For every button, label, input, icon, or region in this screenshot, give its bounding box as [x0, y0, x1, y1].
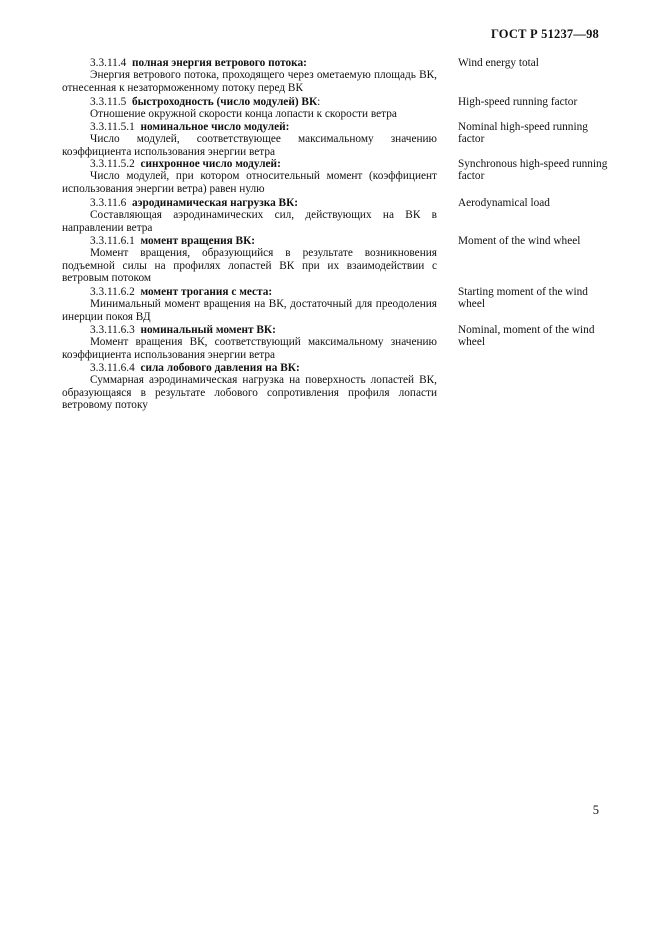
definition-text: Число модулей, соответствующее максимальному значению коэффициента использования энергии ветра [62, 133, 437, 158]
entry-3-3-11-5 [62, 96, 437, 121]
entry-3-3-11-6-3 [62, 324, 437, 361]
term-text: момент вращения ВК: [140, 235, 256, 247]
definition-text: Момент вращения, образующийся в результате возникновения подъемной силы на профилях лопастей ВК при их взаимодействии с ветровым потоком [62, 247, 437, 285]
term-text: сила лобового давления на ВК: [140, 362, 300, 374]
term-line [62, 158, 437, 170]
clause-number: 3.3.11.6.4 [90, 362, 135, 374]
clause-number: 3.3.11.5.2 [90, 158, 135, 170]
term-line [62, 121, 437, 133]
term-text: полная энергия ветрового потока: [131, 57, 307, 69]
definition-text: Отношение окружной скорости конца лопасти к скорости ветра [90, 108, 397, 121]
page-number: 5 [592, 803, 599, 817]
term-text: момент трогания с места: [140, 286, 273, 298]
term-line [62, 235, 437, 247]
term-text: быстроходность (число модулей) ВК [131, 96, 318, 108]
term-text: номинальный момент ВК: [140, 324, 276, 336]
english-term: Starting moment of the wind wheel [458, 286, 588, 311]
english-term: Wind energy total [458, 57, 539, 69]
entry-3-3-11-4 [62, 57, 437, 94]
term-line [62, 197, 437, 209]
english-term: Synchronous high-speed running factor [458, 158, 608, 183]
clause-number: 3.3.11.6.1 [90, 235, 135, 247]
english-term: High-speed running factor [458, 96, 578, 108]
term-suffix: : [317, 96, 321, 108]
clause-number: 3.3.11.5.1 [90, 121, 135, 133]
term-text: номинальное число модулей: [140, 121, 290, 133]
document-code: ГОСТ Р 51237—98 [490, 27, 599, 41]
term-line [62, 362, 437, 374]
entry-3-3-11-6-2 [62, 286, 437, 323]
definition-text: Энергия ветрового потока, проходящего через ометаемую площадь ВК, отнесенная к незаторможенному потоку перед ВК [62, 69, 437, 94]
english-term: Aerodynamical load [458, 197, 550, 209]
english-term: Nominal high-speed running factor [458, 121, 588, 146]
clause-number: 3.3.11.4 [90, 57, 127, 69]
clause-number: 3.3.11.6 [90, 197, 127, 209]
entry-3-3-11-6-4 [62, 362, 437, 412]
definition-text: Составляющая аэродинамических сил, действующих на ВК в направлении ветра [62, 209, 437, 234]
clause-number: 3.3.11.6.3 [90, 324, 135, 336]
english-term: Nominal, moment of the wind wheel [458, 324, 595, 349]
clause-number: 3.3.11.5 [90, 96, 127, 108]
definition-text: Число модулей, при котором относительный момент (коэффициент использования энергии ветра) равен нулю [62, 170, 437, 195]
definition-text: Момент вращения ВК, соответствующий максимальному значению коэффициента использования энергии ветра [62, 336, 437, 361]
term-line [62, 96, 437, 108]
english-term: Moment of the wind wheel [458, 235, 581, 247]
entry-3-3-11-5-2 [62, 158, 437, 195]
entry-3-3-11-5-1 [62, 121, 437, 158]
entry-3-3-11-6-1 [62, 235, 437, 285]
definition-text: Суммарная аэродинамическая нагрузка на поверхность лопастей ВК, образующаяся в результате лобового сопротивления профиля лопасти ветровому потоку [62, 374, 437, 412]
entry-3-3-11-6 [62, 197, 437, 234]
term-line [62, 57, 437, 69]
definition-text: Минимальный момент вращения на ВК, достаточный для преодоления инерции покоя ВД [62, 298, 437, 323]
clause-number: 3.3.11.6.2 [90, 286, 135, 298]
term-text: аэродинамическая нагрузка ВК: [131, 197, 299, 209]
term-line [62, 324, 437, 336]
term-line [62, 286, 437, 298]
term-text: синхронное число модулей: [140, 158, 281, 170]
